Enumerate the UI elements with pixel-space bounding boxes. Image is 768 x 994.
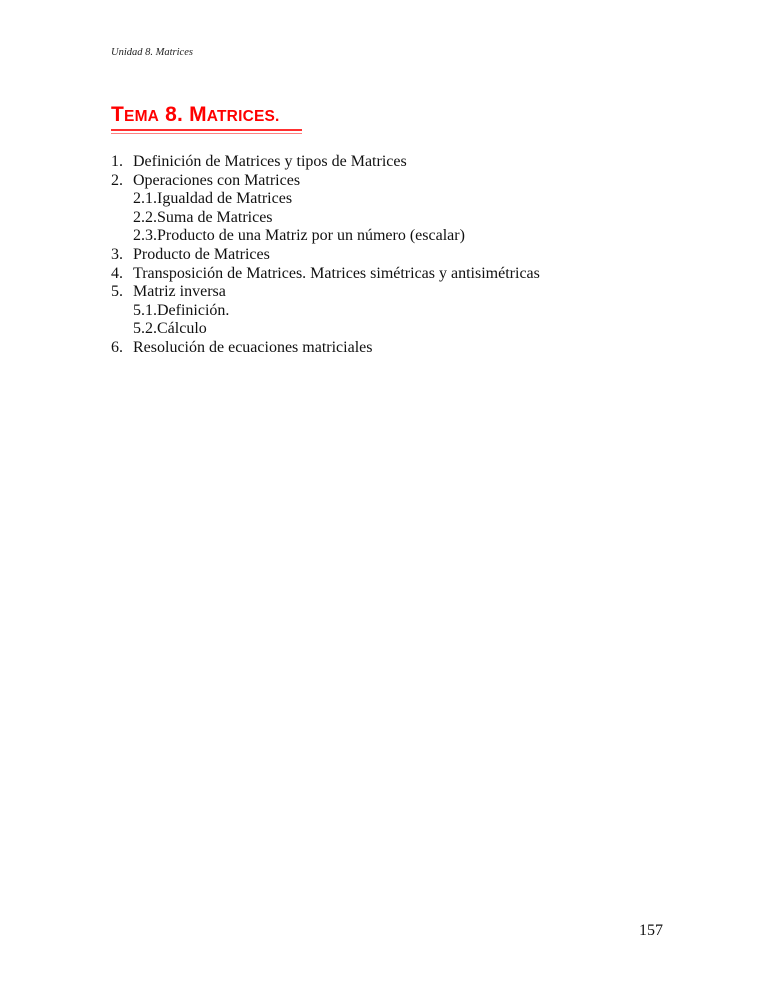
toc-number: 5. xyxy=(111,283,123,301)
toc-label: Igualdad de Matrices xyxy=(157,190,293,208)
running-header: Unidad 8. Matrices xyxy=(111,47,193,58)
toc-item-1 xyxy=(111,153,540,172)
table-of-contents xyxy=(111,153,540,358)
toc-item-5 xyxy=(111,283,540,302)
title-rest-2: ATRICES. xyxy=(206,108,280,125)
toc-label: Operaciones con Matrices xyxy=(133,171,301,189)
toc-item-4 xyxy=(111,265,540,284)
toc-label: Definición. xyxy=(157,301,230,319)
toc-number: 1. xyxy=(111,153,123,170)
toc-number: 6. xyxy=(111,338,123,356)
toc-label: Resolución de ecuaciones matriciales xyxy=(133,338,373,356)
toc-item-2 xyxy=(111,172,540,191)
toc-label: Producto de Matrices xyxy=(133,245,270,263)
toc-subitem-2-1 xyxy=(111,190,540,209)
toc-label: Definición de Matrices y tipos de Matrices xyxy=(133,153,407,170)
toc-label: Producto de una Matriz por un número (escalar) xyxy=(157,227,465,245)
title-cap-1: T xyxy=(111,103,125,126)
toc-number: 2.2. xyxy=(133,208,157,226)
toc-number: 4. xyxy=(111,264,123,282)
page-number: 157 xyxy=(639,922,663,939)
title-double-underline xyxy=(111,129,302,134)
toc-subitem-5-2 xyxy=(111,320,540,339)
toc-number: 2. xyxy=(111,171,123,189)
toc-label: Transposición de Matrices. Matrices simétricas y antisimétricas xyxy=(133,264,540,282)
toc-subitem-5-1 xyxy=(111,302,540,321)
toc-label: Matriz inversa xyxy=(133,283,226,301)
toc-number: 5.1. xyxy=(133,301,157,319)
toc-subitem-2-3 xyxy=(111,227,540,246)
toc-number: 2.1. xyxy=(133,190,157,208)
toc-number: 5.2. xyxy=(133,320,157,338)
toc-item-3 xyxy=(111,246,540,265)
toc-number: 2.3. xyxy=(133,227,157,245)
page-title xyxy=(111,104,280,128)
toc-item-6 xyxy=(111,339,540,358)
toc-label: Cálculo xyxy=(157,320,207,338)
title-cap-2: M xyxy=(189,103,207,126)
toc-subitem-2-2 xyxy=(111,209,540,228)
title-number: 8. xyxy=(159,103,190,126)
toc-label: Suma de Matrices xyxy=(157,208,273,226)
toc-number: 3. xyxy=(111,245,123,263)
title-rest-1: EMA xyxy=(124,108,160,125)
